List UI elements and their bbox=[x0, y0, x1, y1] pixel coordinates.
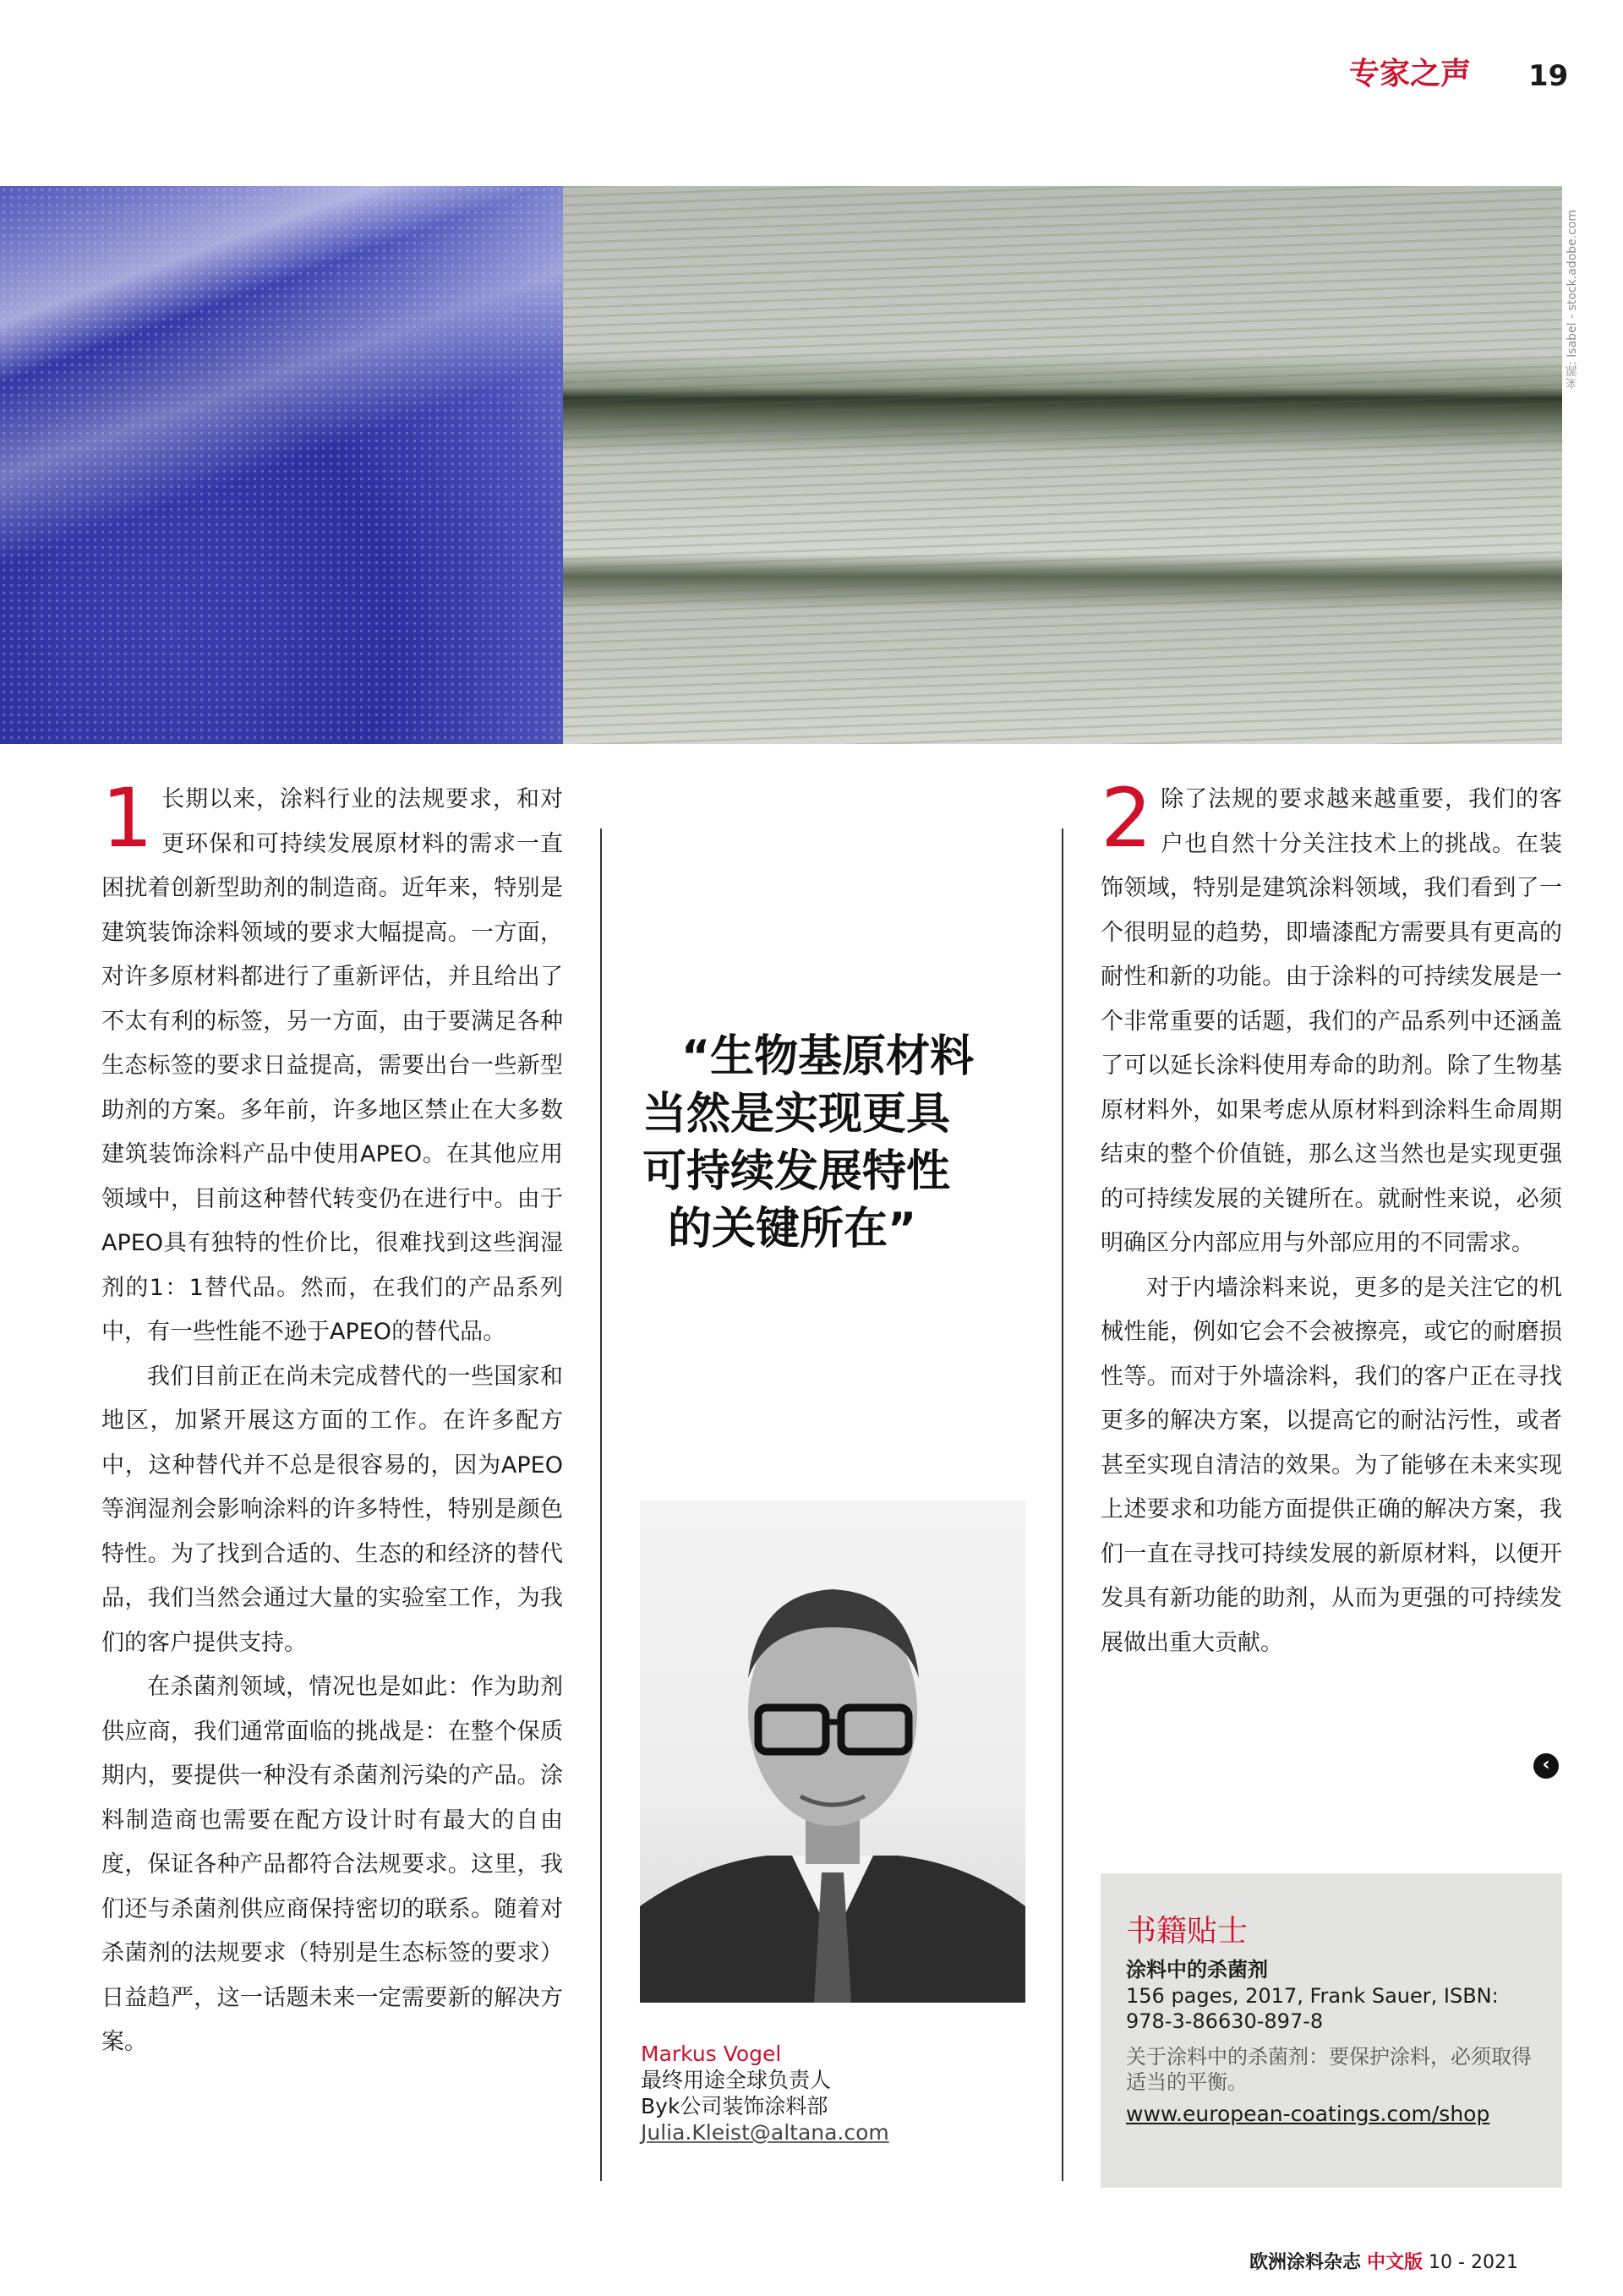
column-divider bbox=[1062, 828, 1063, 2181]
paragraph: 除了法规的要求越来越重要，我们的客户也自然十分关注技术上的挑战。在装饰领域，特别是建筑涂料领域，我们看到了一个很明显的趋势，即墙漆配方需要具有更高的耐性和新的功能。由于涂料的可持续发展是一个非常重要的话题，我们的产品系列中还涵盖了可以延长涂料使用寿命的助剂。除了生物基原材料外，如果考虑从原材料到涂料生命周期结束的整个价值链，那么这当然也是实现更强的可持续发展的关键所在。就耐性来说，必须明确区分内部应用与外部应用的不同需求。 bbox=[1101, 786, 1562, 1256]
author-title: 最终用途全球负责人 bbox=[641, 2068, 832, 2092]
edition-label: 中文版 bbox=[1367, 2252, 1424, 2273]
book-tip-box bbox=[1101, 1873, 1562, 2188]
blue-coating-texture-photo bbox=[0, 186, 563, 744]
paragraph: 对于内墙涂料来说，更多的是关注它的机械性能，例如它会不会被擦亮，或它的耐磨损性等。而对于外墙涂料，我们的客户正在寻找更多的解决方案，以提高它的耐沾污性，或者甚至实现自清洁的效果。为了能够在未来实现上述要求和功能方面提供正确的解决方案，我们一直在寻找可持续发展的新原材料，以便开发具有新功能的助剂，从而为更强的可持续发展做出重大贡献。 bbox=[1101, 1274, 1562, 1656]
author-byline bbox=[641, 2041, 889, 2146]
paragraph: 在杀菌剂领域，情况也是如此：作为助剂供应商，我们通常面临的挑战是：在整个保质期内，要提供一种没有杀菌剂污染的产品。涂料制造商也需要在配方设计时有最大的自由度，保证各种产品都符合法规要求。这里，我们还与杀菌剂供应商保持密切的联系。随着对杀菌剂的法规要求（特别是生态标签的要求）日益趋严，这一话题未来一定需要新的解决方案。 bbox=[101, 1674, 563, 2055]
pull-quote-line: 当然是实现更具 bbox=[642, 1089, 951, 1140]
column-right bbox=[1101, 771, 1562, 1665]
dropcap-1: 1 bbox=[101, 771, 154, 866]
photo-credit: 来源: Isabel - stock.adobe.com bbox=[1566, 210, 1579, 389]
pull-quote-line: 可持续发展特性 bbox=[642, 1146, 951, 1197]
page-footer bbox=[1249, 2252, 1518, 2274]
book-description: 关于涂料中的杀菌剂：要保护涂料，必须取得适当的平衡。 bbox=[1126, 2045, 1532, 2094]
paragraph: 长期以来，涂料行业的法规要求，和对更环保和可持续发展原材料的需求一直困扰着创新型助剂的制造商。近年来，特别是建筑装饰涂料领域的要求大幅提高。一方面，对许多原材料都进行了重新评估，并且给出了不太有利的标签，另一方面，由于要满足各种生态标签的要求日益提高，需要出台一些新型助剂的方案。多年前，许多地区禁止在大多数建筑装饰涂料产品中使用APEO。在其他应用领域中，目前这种替代转变仍在进行中。由于APEO具有独特的性价比，很难找到这些润湿剂的1：1替代品。然而，在我们的产品系列中，有一些性能不逊于APEO的替代品。 bbox=[101, 786, 563, 1345]
book-tip-heading: 书籍贴士 bbox=[1126, 1914, 1249, 1949]
hero-image bbox=[0, 186, 1562, 744]
book-details: 156 pages, 2017, Frank Sauer, ISBN: 978-3-86630-897-8 bbox=[1126, 1984, 1499, 2033]
shop-link[interactable]: www.european-coatings.com/shop bbox=[1126, 2102, 1490, 2126]
mossy-wood-siding-photo bbox=[563, 186, 1562, 744]
dropcap-2: 2 bbox=[1101, 771, 1153, 866]
pull-quote-line: 的关键所在” bbox=[668, 1204, 917, 1255]
pull-quote-line: “生物基原材料 bbox=[681, 1031, 975, 1082]
magazine-name: 欧洲涂料杂志 bbox=[1249, 2252, 1362, 2273]
pull-quote bbox=[642, 1028, 1031, 1258]
article-end-icon: ‹ bbox=[1533, 1753, 1559, 1779]
column-left bbox=[101, 771, 563, 2065]
author-name: Markus Vogel bbox=[641, 2042, 782, 2066]
author-company: Byk公司装饰涂料部 bbox=[641, 2094, 828, 2118]
issue-number: 10 - 2021 bbox=[1429, 2252, 1518, 2273]
section-title: 专家之声 bbox=[1349, 57, 1472, 91]
book-title: 涂料中的杀菌剂 bbox=[1126, 1958, 1268, 1982]
paragraph: 我们目前正在尚未完成替代的一些国家和地区，加紧开展这方面的工作。在许多配方中，这种替代并不总是很容易的，因为APEO等润湿剂会影响涂料的许多特性，特别是颜色特性。为了找到合适的、生态的和经济的替代品，我们当然会通过大量的实验室工作，为我们的客户提供支持。 bbox=[101, 1363, 563, 1656]
author-email-link[interactable]: Julia.Kleist@altana.com bbox=[641, 2120, 889, 2145]
page-number: 19 bbox=[1528, 59, 1569, 93]
author-portrait bbox=[640, 1501, 1025, 2003]
column-divider bbox=[600, 828, 602, 2181]
